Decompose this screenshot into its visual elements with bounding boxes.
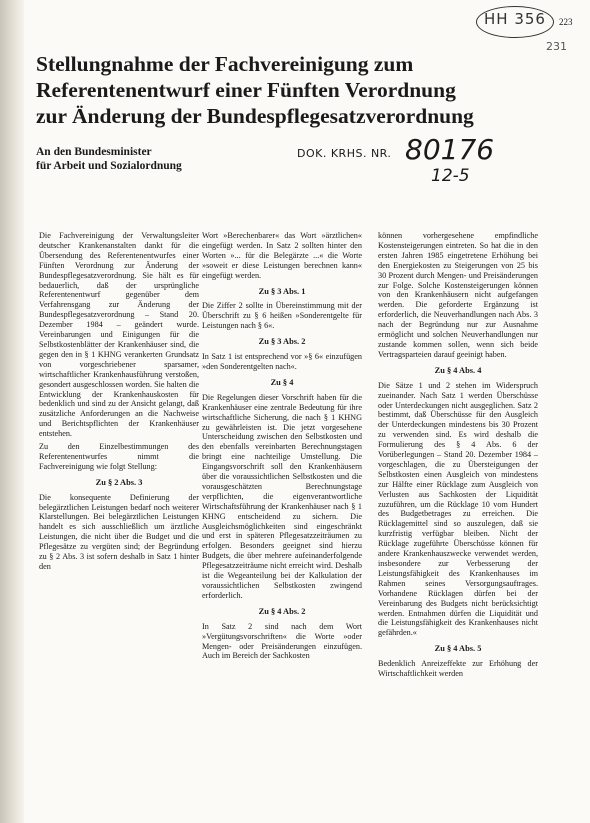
paragraph: Die Regelungen dieser Vorschrift haben für die Krankenhäuser eine zentrale Bedeutung für ihre wirtschaftliche Sicherung, die nach § 1 KHNG zu gewährleisten ist. Die jetzt vorgesehene Unterscheidung zwischen den Selbstkosten und den ebenfalls vereinbarten Berechnungstagen bringt eine nachteilige Umstellung. Die Eingangsvorschrift soll den Krankenhäusern über die voraussichtlichen Selbstkosten und die vorausgeschätzten Berechnungstage verpflichten, die eigenverantwortliche Wirtschaftsführung der Krankenhäuser nach § 1 KHNG entscheidend zu sichern. Die Ausgleichsmöglichkeiten sind eingeschränkt und erst in späteren Pflegesatzzeiträumen zu erfolgen. Besonders geeignet sind hierzu Budgets, die über mehrere aufeinanderfolgende Pflegesatzzeiträume nicht erreicht wird. Deshalb ist die Wegeanteilung bei der Kalkulation der voraussichtlichen Selbstkosten zwingend erforderlich. xyxy=(202,392,362,600)
archive-stamp-code: HH 356 xyxy=(484,10,546,28)
section-heading: Zu § 3 Abs. 2 xyxy=(258,337,306,347)
paragraph: Bedenklich Anreizeffekte zur Erhöhung der Wirtschaftlichkeit werden xyxy=(378,659,538,679)
section-heading: Zu § 3 Abs. 1 xyxy=(258,286,306,296)
handwritten-date: 12-5 xyxy=(431,166,470,186)
document-title xyxy=(36,51,556,129)
paragraph: In Satz 1 ist entsprechend vor »§ 6« einzufügen »den Sonderentgelten nach«. xyxy=(202,352,362,371)
paragraph: Wort »Berechenbarer« das Wort »ärztlichen« eingefügt werden. In Satz 2 sollten hinter den Worten »... für die Belegärzte ...« die Worte »soweit er diese Leistungen berechnen kann« eingefügt werden. xyxy=(202,231,362,280)
section-heading: Zu § 4 Abs. 4 xyxy=(434,365,482,375)
text-column-1 xyxy=(39,231,199,815)
section-heading: Zu § 4 Abs. 2 xyxy=(258,606,306,616)
section-heading: Zu § 2 Abs. 3 xyxy=(95,477,143,487)
title-line-3: zur Änderung der Bundespflegesatzverordnung xyxy=(36,104,474,128)
section-heading: Zu § 4 xyxy=(270,377,294,387)
addressee-line-1: An den Bundesminister xyxy=(36,146,152,158)
addressee xyxy=(36,145,256,173)
paragraph: Die Ziffer 2 sollte in Übereinstimmung mit der Überschrift zu § 6 heißen »Sonderentgelte für Leistungen nach § 6«. xyxy=(202,301,362,331)
book-spine xyxy=(0,0,24,823)
paragraph: können vorhergesehene empfindliche Kostensteigerungen eintreten. So hat die in den ersten Jahren 1985 eingetretene Erhöhung bei den Energiekosten zu Steigerungen von 25 bis 30 Prozent durch Mengen- und Preisänderungen zur Folge. Solche Kostensteigerungen können von den Krankenhäusern nicht aufgefangen werden. Die geforderte Ergänzung ist erforderlich, die Neuverhandlungen nach Abs. 3 nach der Begründung nur zur Ausnahme ermöglicht und solchen Neuverhandlungen nur zustande kommen sollen, wenn sich beide Vertragsparteien darauf geeinigt haben. xyxy=(378,231,538,359)
title-line-1: Stellungnahme der Fachvereinigung zum xyxy=(36,52,414,76)
page-number: 223 xyxy=(559,17,573,27)
section-heading: Zu § 4 Abs. 5 xyxy=(434,644,482,654)
paragraph: Die konsequente Definierung der belegärztlichen Leistungen bedarf noch weiterer Klarstellungen. Bei belegärztlichen Leistungen handelt es sich ausschließlich um ärztliche Leistungen, die nicht über die Budget und die Pflegesätze zu vergüten sind; der Begründung zu § 2 Abs. 3 ist sofern deshalb in Satz 1 hinter den xyxy=(39,492,199,571)
paragraph: Die Sätze 1 und 2 stehen im Widerspruch zueinander. Nach Satz 1 werden Überschüsse oder Unterdeckungen nicht ausgeglichen. Satz 2 bestimmt, daß Überschüsse für den Ausgleich der Unterdeckungen mindestens bis 30 Prozent zu verwenden sind. Es wird deshalb die Formulierung des § 4 Abs. 6 der Vorüberlegungen – Stand 20. Dezember 1984 – vorgeschlagen, die zu Übersteigungen der Selbstkosten einen Ausgleich von mindestens zur Hälfte einer Rücklage zum Ausgleich von Verlusten aus Sachkosten der Liquidität zuzuführen, um die Rücklage 10 vom Hundert des Budgetbetrages zu erreichen. Die Rücklagemittel sind so auszulegen, daß sie kurzfristig verfügbar bleiben. Nicht der Rücklage zugeführte Überschüsse können für andere Krankenhauszwecke verwendet werden, insbesondere zur Verbesserung der Leistungsfähigkeit des Krankenhauses im Rahmen seines Versorgungsauftrages. Vorhandene Rücklagen dürfen bei der Vereinbarung des Budgets nicht berücksichtigt werden. Entnahmen dürfen die Liquidität und die Leistungsfähigkeit des Krankenhauses nicht gefährden.« xyxy=(378,380,538,638)
text-column-2 xyxy=(202,231,362,815)
paragraph: In Satz 2 sind nach dem Wort »Vergütungsvorschriften« die Worte »oder Mengen- oder Preisänderungen einzufügen. Auch im Bereich der Sachkosten xyxy=(202,621,362,661)
paragraph: Zu den Einzelbestimmungen des Referentenentwurfes nimmt die Fachvereinigung wie folgt Stellung: xyxy=(39,442,199,471)
document-number-stamp: DOK. KRHS. NR. xyxy=(297,147,392,160)
paragraph: Die Fachvereinigung der Verwaltungsleiter deutscher Krankenanstalten dankt für die Übersendung des Referentenentwurfes einer Fünften Verordnung zur Änderung der Bundespflegesatzverordnung. Sie hält es für bedauerlich, daß der ursprüngliche Referentenentwurf gegenüber dem Verfahrensgang zur Änderung der Bundespflegesatzverordnung – Stand 20. Dezember 1984 – geändert wurde. Vereinbarungen und Einigungen für die Selbstkostenblätter der Krankenhäuser sind, die gegen den in § 1 KHNG verankerten Grundsatz von vorgeschriebener sparsamer, wirtschaftlicher Krankenhausführung verstoßen, gesondert ausgeschlossen worden. Sie halten die Entwicklung der Krankenhauskosten für bedenklich und sind zu der Ansicht gelangt, daß zusätzliche Anforderungen an die Nachweise und Berichtspflichten der Krankenhäuser entstehen. xyxy=(39,231,199,439)
addressee-line-2: für Arbeit und Sozialordnung xyxy=(36,160,182,172)
handwritten-document-number: 80176 xyxy=(405,133,495,166)
title-line-2: Referentenentwurf einer Fünften Verordnung xyxy=(36,78,456,102)
handwritten-page-number: 231 xyxy=(546,40,567,53)
text-column-3 xyxy=(378,231,538,815)
